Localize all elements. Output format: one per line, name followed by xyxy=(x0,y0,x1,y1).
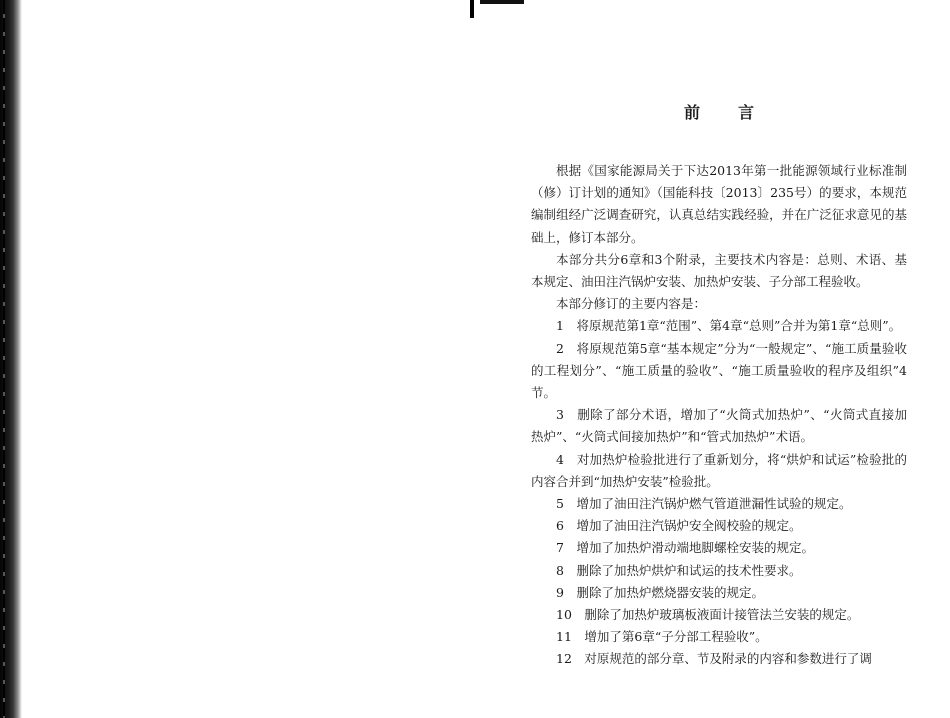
revision-item-5: 5 增加了油田注汽锅炉燃气管道泄漏性试验的规定。 xyxy=(556,496,852,512)
paragraph-revision-intro: 本部分修订的主要内容是： xyxy=(556,296,707,312)
revision-item-6: 6 增加了油田注汽锅炉安全阀校验的规定。 xyxy=(556,518,802,534)
paragraph-basis: 根据《国家能源局关于下达2013年第一批能源领域行业标准制（修）订计划的通知》（国能科技〔2013〕235号）的要求，本规范编制组经广泛调查研究，认真总结实践经验，并在广泛征求意见的基础上，修订本部分。 xyxy=(531,163,907,245)
revision-item-4: 4 对加热炉检验批进行了重新划分，将“烘炉和试运”检验批的内容合并到“加热炉安装”检验批。 xyxy=(531,451,907,489)
page-body xyxy=(531,160,907,671)
revision-item-9: 9 删除了加热炉燃烧器安装的规定。 xyxy=(556,584,764,600)
revision-item-8: 8 删除了加热炉烘炉和试运的技术性要求。 xyxy=(556,562,802,578)
page-fold-mark xyxy=(470,0,474,18)
revision-item-12: 12 对原规范的部分章、节及附录的内容和参数进行了调 xyxy=(556,651,872,667)
document-page xyxy=(531,0,907,718)
revision-item-7: 7 增加了加热炉滑动端地脚螺栓安装的规定。 xyxy=(556,540,814,556)
revision-item-1: 1 将原规范第1章“范围”、第4章“总则”合并为第1章“总则”。 xyxy=(556,318,902,334)
revision-item-11: 11 增加了第6章“子分部工程验收”。 xyxy=(556,629,768,645)
spine-scan-streak xyxy=(3,0,5,718)
page-title: 前言 xyxy=(683,103,792,122)
paragraph-structure: 本部分共分6章和3个附录，主要技术内容是：总则、术语、基本规定、油田注汽锅炉安装、加热炉安装、子分部工程验收。 xyxy=(531,251,907,290)
page-edge-mark xyxy=(480,0,524,4)
revision-item-2: 2 将原规范第5章“基本规定”分为“一般规定”、“施工质量验收的工程划分”、“施工质量的验收”、“施工质量验收的程序及组织”4节。 xyxy=(531,340,907,401)
revision-item-10: 10 删除了加热炉玻璃板液面计接管法兰安装的规定。 xyxy=(556,607,860,623)
revision-item-3: 3 删除了部分术语，增加了“火筒式加热炉”、“火筒式直接加热炉”、“火筒式间接加热炉”和“管式加热炉”术语。 xyxy=(531,407,907,445)
